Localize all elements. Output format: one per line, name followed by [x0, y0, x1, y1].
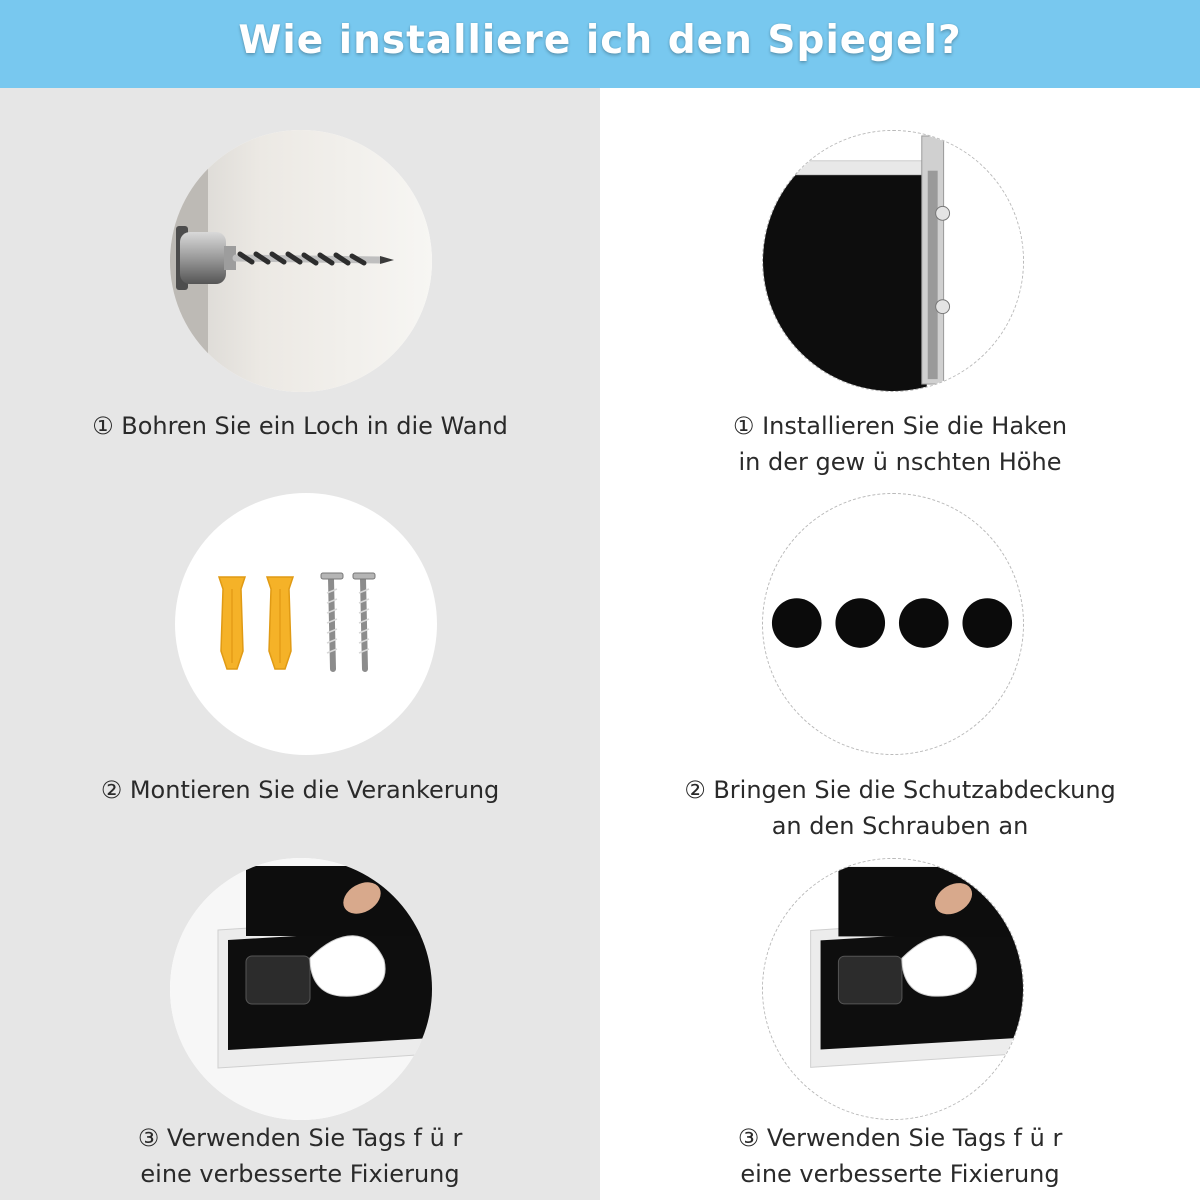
page-title: Wie installiere ich den Spiegel?: [238, 18, 962, 63]
caption-left-step1: ① Bohren Sie ein Loch in die Wand: [92, 412, 508, 440]
hook-photo: [762, 130, 1024, 392]
adhesive-tag-photo: [170, 858, 432, 1120]
caption-right-step1: ① Installieren Sie die Haken in der gew ü nschten Höhe: [732, 412, 1068, 476]
protective-cap-photo: [762, 493, 1024, 755]
adhesive-tag-photo-right: [762, 858, 1024, 1120]
caption-left-step3: ③ Verwenden Sie Tags f ü r eine verbesserte Fixierung: [137, 1124, 463, 1188]
header-banner: [0, 0, 1200, 88]
anchor-kit-photo: [175, 493, 437, 755]
caption-right-step3: ③ Verwenden Sie Tags f ü r eine verbesserte Fixierung: [737, 1124, 1063, 1188]
caption-right-step2: ② Bringen Sie die Schutzabdeckung an den Schrauben an: [684, 776, 1116, 840]
drill-photo: [170, 130, 432, 392]
caption-left-step2: ② Montieren Sie die Verankerung: [100, 776, 500, 804]
